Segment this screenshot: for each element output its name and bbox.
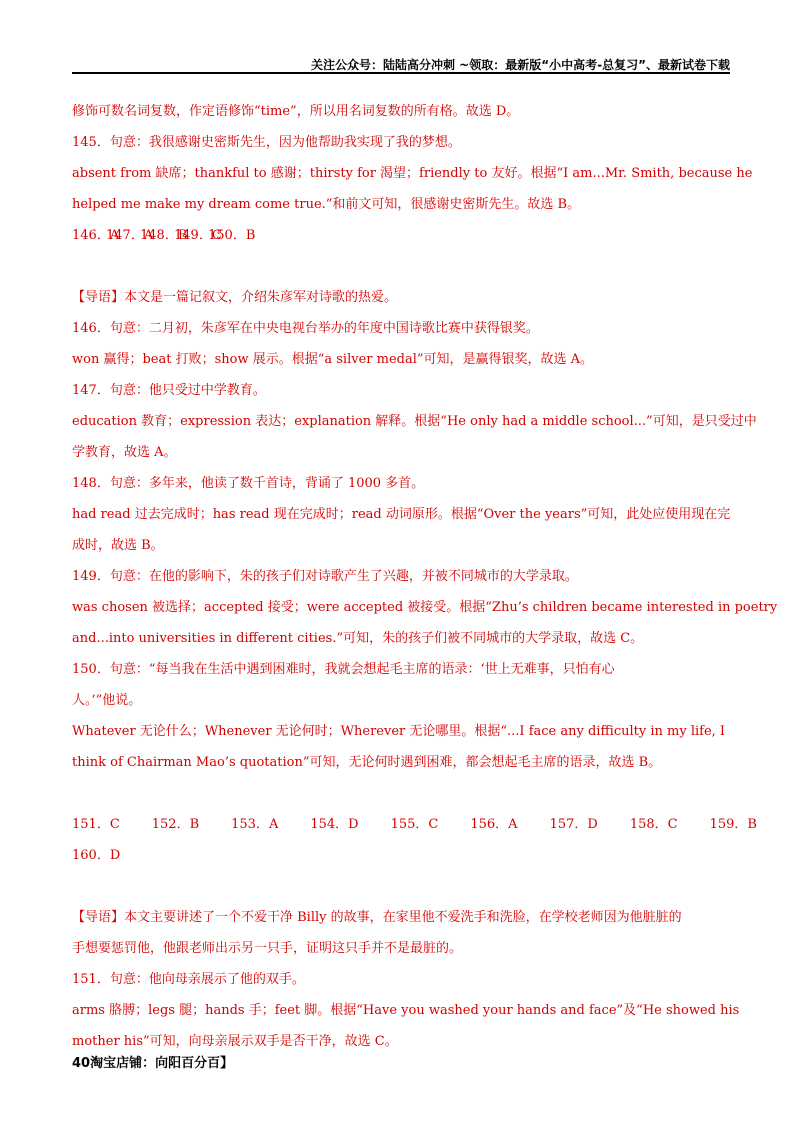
text-line: 成时，故选 B。: [72, 538, 164, 553]
answer-row-146-150: [72, 220, 730, 251]
text-line: Whatever 无论什么；Whenever 无论何时；Wherever 无论哪里。根据“...I face any difficulty in my life, I: [72, 724, 726, 739]
page-footer: 40淘宝店铺：向阳百分百】: [72, 1056, 234, 1071]
answer-159: 159．B: [709, 817, 757, 832]
page-header: 关注公众号：陆陆高分冲刺 ~领取：最新版“小中高考-总复习”、最新试卷下载: [311, 58, 730, 72]
text-line: was chosen 被选择；accepted 接受；were accepted 被接受。根据“Zhu’s children became interested in poetry: [72, 600, 778, 615]
text-line: 人。’”他说。: [72, 693, 142, 708]
text-line: mother his”可知，向母亲展示双手是否干净，故选 C。: [72, 1034, 398, 1049]
text-line: absent from 缺席；thankful to 感谢；thirsty for 渴望；friendly to 友好。根据“I am...Mr. Smith, because he: [72, 166, 753, 181]
answer-content: [72, 96, 778, 1057]
text-line: 146．句意：二月初，朱彦军在中央电视台举办的年度中国诗歌比赛中获得银奖。: [72, 321, 539, 336]
text-line: 149．句意：在他的影响下，朱的孩子们对诗歌产生了兴趣，并被不同城市的大学录取。: [72, 569, 578, 584]
text-line: had read 过去完成时；has read 现在完成时；read 动词原形。根据“Over the years”可知，此处应使用现在完: [72, 507, 731, 522]
text-line: won 赢得；beat 打败；show 展示。根据“a silver medal”可知，是赢得银奖，故选 A。: [72, 352, 594, 367]
answer-157: 157．D: [549, 817, 598, 832]
answer-147: 147．A: [106, 228, 154, 243]
answer-158: 158．C: [629, 817, 678, 832]
text-line: 145．句意：我很感谢史密斯先生，因为他帮助我实现了我的梦想。: [72, 135, 461, 150]
answer-153: 153．A: [231, 817, 279, 832]
text-line: 修饰可数名词复数，作定语修饰“time”，所以用名词复数的所有格。故选 D。: [72, 104, 520, 119]
text-line: 150．句意：“每当我在生活中遇到困难时，我就会想起毛主席的语录：‘世上无难事，只怕有心: [72, 662, 615, 677]
text-line: 学教育，故选 A。: [72, 445, 177, 460]
text-line: arms 胳膊；legs 腿；hands 手；feet 脚。根据“Have you washed your hands and face”及“He showed his: [72, 1003, 740, 1018]
answer-155: 155．C: [390, 817, 439, 832]
answer-146: 146．A: [72, 228, 120, 243]
answer-156: 156．A: [470, 817, 518, 832]
answer-154: 154．D: [310, 817, 359, 832]
text-line: 手想要惩罚他，他跟老师出示另一只手，证明这只手并不是最脏的。: [72, 941, 463, 956]
text-line: education 教育；expression 表达；explanation 解释。根据“He only had a middle school...”可知，是只受过中: [72, 414, 757, 429]
answer-160: 160．D: [72, 848, 121, 863]
answer-151: 151．C: [72, 817, 120, 832]
text-line: 151．句意：他向母亲展示了他的双手。: [72, 972, 305, 987]
header-divider: [72, 72, 730, 74]
answer-148: 148．B: [140, 228, 188, 243]
text-line: and...into universities in different cities.”可知，朱的孩子们被不同城市的大学录取，故选 C。: [72, 631, 644, 646]
answer-row-151-159: [72, 809, 757, 840]
guide-line: 【导语】本文主要讲述了一个不爱干净 Billy 的故事，在家里他不爱洗手和洗脸，在学校老师因为他脏脏的: [72, 910, 682, 925]
text-line: think of Chairman Mao’s quotation”可知，无论何时遇到困难，都会想起毛主席的语录，故选 B。: [72, 755, 662, 770]
guide-line: 【导语】本文是一篇记叙文，介绍朱彦军对诗歌的热爱。: [72, 290, 398, 305]
answer-149: 149．C: [174, 228, 222, 243]
text-line: helped me make my dream come true.”和前文可知，很感谢史密斯先生。故选 B。: [72, 197, 581, 212]
text-line: 147．句意：他只受过中学教育。: [72, 383, 266, 398]
text-line: 148．句意：多年来，他读了数千首诗，背诵了 1000 多首。: [72, 476, 425, 491]
answer-152: 152．B: [151, 817, 200, 832]
answer-150: 150．B: [208, 228, 256, 243]
